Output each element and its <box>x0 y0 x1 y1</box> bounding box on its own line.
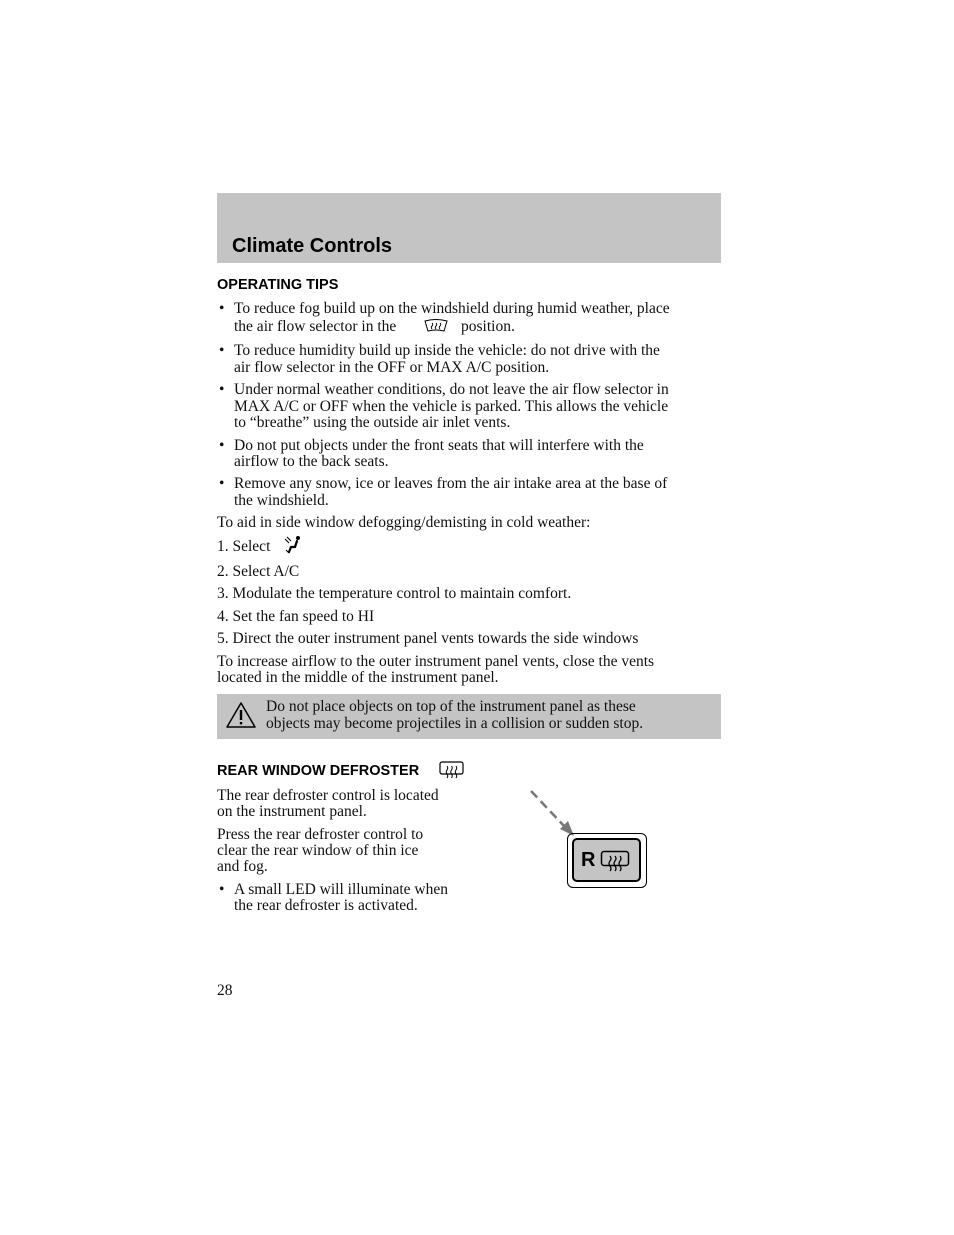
tip-line: To reduce humidity build up inside the vehicle: do not drive with the <box>234 342 660 359</box>
rear-defroster-text: A small LED will illuminate when <box>234 881 448 898</box>
bullet-dot: • <box>219 881 225 898</box>
step-item: 3. Modulate the temperature control to maintain comfort. <box>217 585 572 602</box>
warning-box <box>217 694 721 739</box>
rear-defrost-button <box>567 833 647 888</box>
step-item: 5. Direct the outer instrument panel vents towards the side windows <box>217 630 639 647</box>
button-letter: R <box>581 849 596 871</box>
bullet-dot: • <box>219 437 225 454</box>
tip-line: To reduce fog build up on the windshield during humid weather, place <box>234 300 670 317</box>
warning-line: Do not place objects on top of the instrument panel as these <box>266 698 636 715</box>
floor-defrost-mode-icon <box>283 535 303 555</box>
bullet-dot: • <box>219 300 225 317</box>
tip-line: airflow to the back seats. <box>234 453 389 470</box>
tip-line: position. <box>461 318 515 335</box>
tip-line: air flow selector in the OFF or MAX A/C position. <box>234 359 550 376</box>
windshield-defrost-icon <box>423 318 449 334</box>
rear-defroster-text: Press the rear defroster control to <box>217 826 424 843</box>
warning-line: objects may become projectiles in a collision or sudden stop. <box>266 715 644 732</box>
rear-defroster-text: and fog. <box>217 858 268 875</box>
section-header <box>217 193 721 263</box>
page-number: 28 <box>217 982 233 999</box>
bullet-dot: • <box>219 475 225 492</box>
rear-defroster-text: on the instrument panel. <box>217 803 367 820</box>
tip-line: Under normal weather conditions, do not leave the air flow selector in <box>234 381 669 398</box>
rear-defrost-icon <box>600 850 630 874</box>
airflow-line: To increase airflow to the outer instrument panel vents, close the vents <box>217 653 655 670</box>
rear-defroster-text: The rear defroster control is located <box>217 787 439 804</box>
tip-line: to “breathe” using the outside air inlet vents. <box>234 414 511 431</box>
tip-line: the windshield. <box>234 492 329 509</box>
step-item: 4. Set the fan speed to HI <box>217 608 375 625</box>
step-item: 2. Select A/C <box>217 563 300 580</box>
tip-line: Do not put objects under the front seats that will interfere with the <box>234 437 644 454</box>
bullet-dot: • <box>219 381 225 398</box>
tip-line: Remove any snow, ice or leaves from the air intake area at the base of <box>234 475 668 492</box>
rear-defrost-icon <box>439 761 464 781</box>
airflow-line: located in the middle of the instrument panel. <box>217 669 499 686</box>
rear-defroster-heading: REAR WINDOW DEFROSTER <box>217 763 420 779</box>
section-title: Climate Controls <box>232 235 393 257</box>
rear-defroster-text: clear the rear window of thin ice <box>217 842 419 859</box>
defog-intro: To aid in side window defogging/demisting in cold weather: <box>217 514 591 531</box>
dashed-arrow-icon <box>528 788 578 838</box>
rear-defrost-button-face <box>572 838 641 882</box>
rear-defroster-text: the rear defroster is activated. <box>234 897 418 914</box>
bullet-dot: • <box>219 342 225 359</box>
warning-triangle-icon <box>225 701 257 729</box>
operating-tips-heading: OPERATING TIPS <box>217 277 339 293</box>
step-item: 1. Select <box>217 538 271 555</box>
tip-line: the air flow selector in the <box>234 318 397 335</box>
tip-line: MAX A/C or OFF when the vehicle is parked. This allows the vehicle <box>234 398 669 415</box>
